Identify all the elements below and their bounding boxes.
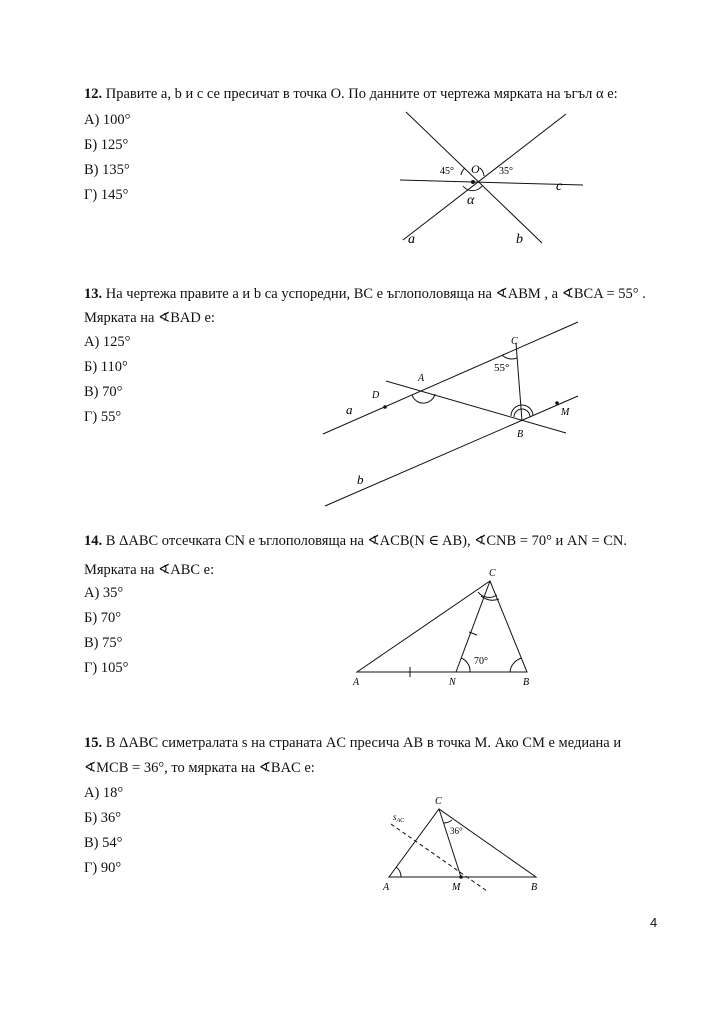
q14-label-c: C: [489, 568, 496, 579]
q13-answer-b[interactable]: Б) 110°: [84, 359, 128, 375]
q12-answer-d[interactable]: Г) 145°: [84, 187, 129, 203]
q15-arc-36: [444, 820, 452, 823]
q13-label-55: 55°: [494, 362, 510, 374]
q15-label-c: C: [435, 796, 442, 807]
q13-answer-c[interactable]: В) 70°: [84, 384, 123, 400]
q12-label-c: c: [556, 179, 563, 194]
q13-answer-d[interactable]: Г) 55°: [84, 409, 122, 425]
question-13-text: На чертежа правите a и b са успоредни, BC е ъглополовяща на ∢ABM , а ∢BCA = 55° .: [105, 286, 646, 302]
q14-label-70: 70°: [474, 656, 488, 667]
q12-answer-b[interactable]: Б) 125°: [84, 137, 129, 153]
q12-label-b: b: [516, 232, 523, 247]
q15-label-b: B: [531, 882, 538, 893]
q15-label-36: 36°: [450, 826, 463, 836]
q12-label-a: a: [408, 232, 415, 247]
question-15-stem-line2: ∢MCB = 36°, то мярката на ∢BAC е:: [84, 760, 315, 776]
question-13-number: 13.: [84, 286, 103, 302]
q14-answer-d[interactable]: Г) 105°: [84, 660, 129, 676]
question-14-number: 14.: [84, 533, 103, 549]
q13-label-d-point: D: [372, 390, 380, 401]
q15-answer-d[interactable]: Г) 90°: [84, 860, 122, 876]
q12-answer-a[interactable]: А) 100°: [84, 112, 131, 128]
q13-label-line-a: a: [346, 402, 353, 417]
q15-bisector-s: [391, 824, 487, 891]
question-15-text: В ΔABC симетралата s на страната AC пресича AB в точка M. Ако CM е медиана и: [105, 735, 622, 751]
question-15-number: 15.: [84, 735, 103, 751]
q15-arc-a: [396, 867, 401, 877]
question-14-stem-line2: Мярката на ∢ABC е:: [84, 562, 215, 578]
q13-label-a-point: A: [418, 373, 425, 384]
q14-label-a: A: [353, 677, 360, 688]
q14-label-n: N: [449, 677, 456, 688]
q12-answer-c[interactable]: В) 135°: [84, 162, 130, 178]
question-14-text: В ΔABC отсечката CN е ъглополовяща на ∢ACB(N ∈ AB), ∢CNB = 70° и AN = CN.: [105, 533, 628, 549]
q15-answer-c[interactable]: В) 54°: [84, 835, 123, 851]
q15-label-a: A: [383, 882, 390, 893]
q14-label-b: B: [523, 677, 530, 688]
q15-median-cm: [439, 809, 461, 877]
q13-label-b-point: B: [517, 429, 524, 440]
q15-point-m: [459, 875, 463, 879]
q13-label-c-point: C: [511, 336, 518, 347]
q13-answer-a[interactable]: А) 125°: [84, 334, 131, 350]
q15-label-s: $s_{AC}$: [393, 812, 405, 824]
q14-answer-c[interactable]: В) 75°: [84, 635, 123, 651]
q14-answer-a[interactable]: А) 35°: [84, 585, 124, 601]
q12-label-alpha: α: [467, 193, 475, 208]
q15-triangle: [389, 809, 536, 877]
q15-answer-a[interactable]: А) 18°: [84, 785, 124, 801]
q12-label-45: 45°: [440, 166, 454, 177]
q15-label-m: M: [452, 882, 461, 893]
q12-label-35: 35°: [499, 166, 513, 177]
question-13-stem-line2: Мярката на ∢BAD е:: [84, 310, 215, 326]
q15-answer-b[interactable]: Б) 36°: [84, 810, 122, 826]
question-12-number: 12.: [84, 86, 103, 102]
question-12-text: Правите a, b и c се пресичат в точка O. По данните от чертежа мярката на ъгъл α е:: [105, 86, 618, 102]
q12-label-o: O: [471, 162, 480, 176]
page-number: 4: [650, 915, 658, 930]
q14-answer-b[interactable]: Б) 70°: [84, 610, 122, 626]
q13-label-line-b: b: [357, 472, 364, 487]
q13-label-m-point: M: [561, 407, 570, 418]
